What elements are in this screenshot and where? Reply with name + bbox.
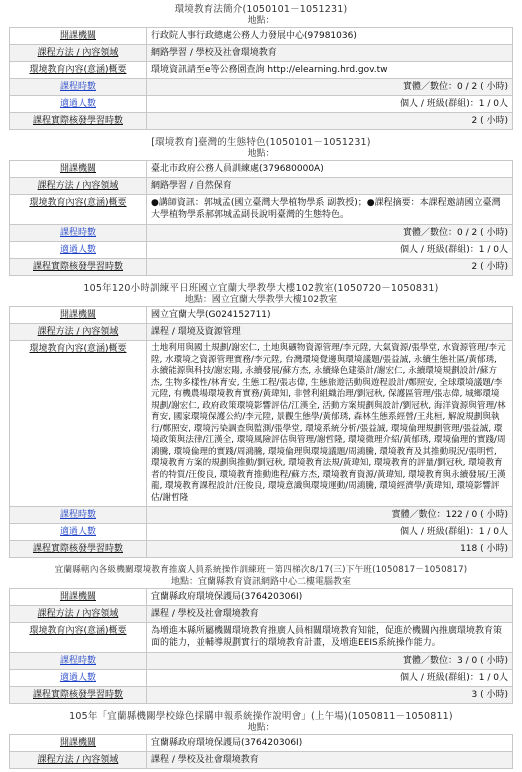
record-value: 2 ( 小時) bbox=[147, 259, 513, 276]
agency-label: 開課機關 bbox=[10, 589, 147, 606]
course-place: 地點： bbox=[247, 16, 275, 26]
record-value: 2 ( 小時) bbox=[147, 113, 513, 130]
course-block bbox=[9, 565, 513, 704]
course-header bbox=[9, 565, 513, 588]
course-table bbox=[9, 734, 513, 769]
method-label: 課程方法 / 內容領域 bbox=[10, 178, 147, 195]
record-value: 118 ( 小時) bbox=[147, 541, 513, 558]
method-label: 課程方法 / 內容領域 bbox=[10, 45, 147, 62]
record-label: 課程實際核發學習時數 bbox=[10, 687, 147, 704]
course-header bbox=[9, 4, 513, 27]
course-title: [環境教育]臺灣的生態特色(1050101－1051231) bbox=[151, 137, 371, 148]
method-value: 課程 / 環境及資源管理 bbox=[147, 324, 513, 341]
course-table bbox=[9, 27, 513, 130]
course-header bbox=[9, 137, 513, 160]
record-label: 課程實際核發學習時數 bbox=[10, 541, 147, 558]
method-value: 網路學習 / 自然保育 bbox=[147, 178, 513, 195]
audience-link[interactable]: 適過人數 bbox=[10, 670, 147, 687]
hours-value: 實體／數位：0 / 2 ( 小時) bbox=[147, 79, 513, 96]
summary-value: ●講師資訊：郭城孟(國立臺灣大學植物學系 副教授)；●課程摘要：本課程邀請國立臺灣大學植物學系郝郭城孟副長說明臺灣的生態特色。 bbox=[147, 195, 513, 225]
method-label: 課程方法 / 內容領域 bbox=[10, 752, 147, 769]
summary-value: 為增進本縣所屬機關環境教育推廣人員相關環境教育知能，促進於機關內推廣環境教育策面的能力，並輔導規劃實行的環境教育計畫，及增進EEIS系統操作能力。 bbox=[147, 623, 513, 653]
agency-label: 開課機關 bbox=[10, 161, 147, 178]
course-header bbox=[9, 283, 513, 306]
method-value: 課程 / 學校及社會環境教育 bbox=[147, 606, 513, 623]
course-title: 環境教育法簡介(1050101－1051231) bbox=[174, 4, 348, 15]
summary-label: 環境教育內容(意涵)概要 bbox=[10, 195, 147, 225]
audience-link[interactable]: 適過人數 bbox=[10, 242, 147, 259]
course-place: 地點：國立宜蘭大學教學大樓102教室 bbox=[184, 295, 338, 305]
method-value: 網路學習 / 學校及社會環境教育 bbox=[147, 45, 513, 62]
audience-value: 個人 / 班級(群組)：1 / 0人 bbox=[147, 96, 513, 113]
course-block bbox=[9, 4, 513, 130]
hours-link[interactable]: 課程時數 bbox=[10, 225, 147, 242]
hours-value: 實體／數位：0 / 2 ( 小時) bbox=[147, 225, 513, 242]
method-value: 課程 / 學校及社會環境教育 bbox=[147, 752, 513, 769]
agency-value: 行政院人事行政總處公務人力發展中心(97981036) bbox=[147, 28, 513, 45]
hours-value: 實體／數位：122 / 0 ( 小時) bbox=[147, 507, 513, 524]
method-label: 課程方法 / 內容領域 bbox=[10, 606, 147, 623]
record-value: 3 ( 小時) bbox=[147, 687, 513, 704]
course-header bbox=[9, 711, 513, 734]
audience-link[interactable]: 適過人數 bbox=[10, 96, 147, 113]
summary-label: 環境教育內容(意涵)概要 bbox=[10, 341, 147, 507]
course-block bbox=[9, 711, 513, 769]
summary-value: 土地利用與國土規劃/謝宏仁, 土地與礦物資源管理/李元陞, 大氣資源/張學堂, 水資源管理/李元陞, 水環境之資源管理實務/李元陞, 台灣環境覺邊與環境議題/張益誠, 永續生態社區/黃郁琇, 永續能源與科技/謝宏陽, 永續發展/蘇方杰, 永續綠色建築計/謝宏仁, 永續環境規劃設計/蘇方杰, 生物多樣性/林育安, 生態工程/張志偉, 生態旅遊活動與遊程設計/鄭照安, 全球環境議題/李元陞, 有機農場環境教育實務/黃瑋知, 非營利組織治理/劉冠秋, 保護區管理/張志偉, 城鄉環境規劃/謝宏仁, 政府政策環境影響評估/江漢全, 活動方案規劃與設計/劉冠秋, 海洋資源與管理/林育安, 國家環境保護公約/李元陞, 景觀生態學/黃郁琇, 森林生態系經營/王兆桓, 解說規劃與執行/鄭照安, 環境污染調查與監測/張學堂, 環境系統分析/張益誠, 環境倫理規劃管理/張益誠, 環境政策與法律/江漢全, 環境風險評估與管理/謝哲隆, 環境微理介紹/黃郁琇, 環境倫理的實踐/周鴻騰, 環境倫理的實踐/周鴻騰, 環境倫理與環境議題/周鴻騰, 環境教育及其推動現況/張明哲, 環境教育方案的規劃與推動/劉冠秋, 環境教育法規/黃瑋知, 環境教育的評量/劉冠秋, 環境教育者的特質/汪俊良, 環境教育推動進程/蘇方杰, 環境教育資源/黃瑋知, 環境教育與永續發展/王漢龍, 環境教育課程設計/汪俊良, 環境意識與環境運動/周鴻騰, 環境經濟學/黃瑋知, 環境影響評估/謝哲隆 bbox=[147, 341, 513, 507]
agency-value: 臺北市政府公務人員訓練處(379680000A) bbox=[147, 161, 513, 178]
method-label: 課程方法 / 內容領域 bbox=[10, 324, 147, 341]
summary-label: 環境教育內容(意涵)概要 bbox=[10, 62, 147, 79]
agency-label: 開課機關 bbox=[10, 28, 147, 45]
course-table bbox=[9, 306, 513, 558]
course-table bbox=[9, 160, 513, 276]
summary-label: 環境教育內容(意涵)概要 bbox=[10, 623, 147, 653]
audience-value: 個人 / 班級(群組)：1 / 0人 bbox=[147, 242, 513, 259]
audience-value: 個人 / 班級(群組)：1 / 0人 bbox=[147, 524, 513, 541]
audience-value: 個人 / 班級(群組)：1 / 0人 bbox=[147, 670, 513, 687]
agency-value: 國立宜蘭大學(G024152711) bbox=[147, 307, 513, 324]
course-table bbox=[9, 588, 513, 704]
agency-value: 宜蘭縣政府環境保護局(376420306I) bbox=[147, 589, 513, 606]
course-block bbox=[9, 137, 513, 276]
course-place: 地點： bbox=[247, 149, 275, 159]
hours-link[interactable]: 課程時數 bbox=[10, 653, 147, 670]
record-label: 課程實際核發學習時數 bbox=[10, 113, 147, 130]
course-title: 105年120小時訓練平日班國立宜蘭大學教學大樓102教室(1050720－1050831) bbox=[83, 283, 439, 294]
hours-link[interactable]: 課程時數 bbox=[10, 507, 147, 524]
agency-label: 開課機關 bbox=[10, 735, 147, 752]
course-place: 地點： bbox=[247, 723, 275, 733]
record-label: 課程實際核發學習時數 bbox=[10, 259, 147, 276]
course-title: 宜蘭縣轄內各級機關環境教育推廣人員系統操作訓練班－第四梯次8/17(三)下午班(1050817－1050817) bbox=[54, 565, 468, 575]
hours-link[interactable]: 課程時數 bbox=[10, 79, 147, 96]
course-place: 地點：宜蘭縣教育資訊網路中心二樓電腦教室 bbox=[170, 577, 351, 587]
agency-value: 宜蘭縣政府環境保護局(376420306I) bbox=[147, 735, 513, 752]
agency-label: 開課機關 bbox=[10, 307, 147, 324]
course-title: 105年「宜蘭縣機關學校綠色採購申報系統操作說明會」(上午場)(1050811－1050811) bbox=[69, 711, 453, 722]
course-block bbox=[9, 283, 513, 558]
summary-value: 環境資訊請至e等公務園查詢 http://elearning.hrd.gov.tw bbox=[147, 62, 513, 79]
hours-value: 實體／數位：3 / 0 ( 小時) bbox=[147, 653, 513, 670]
audience-link[interactable]: 適過人數 bbox=[10, 524, 147, 541]
